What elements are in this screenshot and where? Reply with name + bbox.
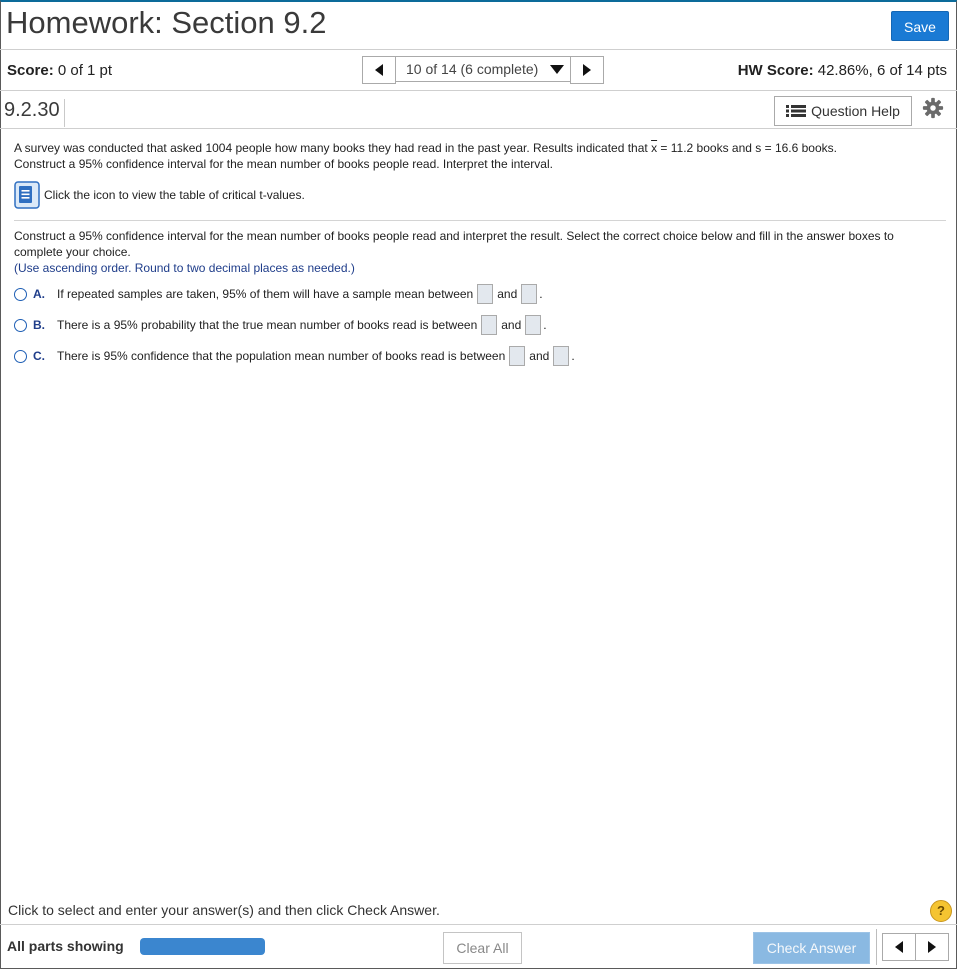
choice-and: and: [497, 287, 518, 301]
x-bar-symbol: $\overline{x}$: [651, 141, 658, 155]
title-bar: [0, 0, 957, 50]
question-navigator: [362, 56, 604, 84]
parts-showing-label: All parts showing: [7, 938, 124, 954]
choice-and: and: [501, 318, 522, 332]
footer-hint: Click to select and enter your answer(s) and then click Check Answer.: [8, 902, 440, 918]
problem-text-task: Construct a 95% confidence interval for the mean number of books people read. Interpret the interval.: [14, 157, 553, 171]
question-help-button[interactable]: [774, 96, 912, 126]
save-button[interactable]: Save: [891, 11, 949, 41]
choice-a[interactable]: [14, 283, 543, 305]
check-answer-button[interactable]: Check Answer: [753, 932, 870, 964]
problem-statement: [14, 140, 934, 172]
instruction-text: Construct a 95% confidence interval for the mean number of books people read and interpret the result. Select the correct choice below and fill in the answer boxes to complete your choice.: [14, 229, 894, 259]
hw-score-value: 42.86%, 6 of 14 pts: [817, 62, 947, 79]
page-title: Homework: Section 9.2: [6, 5, 327, 40]
caret-down-icon: [550, 64, 564, 74]
list-icon: [786, 105, 806, 117]
bottom-bar: [0, 924, 957, 969]
answer-box-a-upper[interactable]: [521, 284, 537, 304]
triangle-left-icon: [894, 941, 904, 953]
answer-box-b-upper[interactable]: [525, 315, 541, 335]
choice-letter: B.: [33, 318, 45, 332]
choice-b[interactable]: [14, 314, 547, 336]
problem-text-values: = 11.2 books and s = 16.6 books.: [657, 141, 837, 155]
choice-text: There is 95% confidence that the population mean number of books read is between: [57, 349, 506, 363]
answer-box-c-upper[interactable]: [553, 346, 569, 366]
parts-progress-fill: [140, 938, 265, 955]
choice-end: .: [571, 349, 575, 363]
question-help-label: Question Help: [811, 103, 900, 119]
bottom-navigator: [882, 933, 949, 961]
answer-box-c-lower[interactable]: [509, 346, 525, 366]
bottom-previous-button[interactable]: [882, 933, 916, 961]
question-bar: [0, 91, 957, 129]
choice-end: .: [539, 287, 543, 301]
choice-text: If repeated samples are taken, 95% of them will have a sample mean between: [57, 287, 474, 301]
triangle-right-icon: [582, 64, 592, 76]
t-table-link[interactable]: [14, 180, 305, 210]
next-question-button[interactable]: [570, 56, 604, 84]
triangle-left-icon: [374, 64, 384, 76]
choice-text: There is a 95% probability that the true mean number of books read is between: [57, 318, 478, 332]
instruction: [14, 228, 934, 276]
radio-b[interactable]: [14, 319, 27, 332]
triangle-right-icon: [927, 941, 937, 953]
previous-question-button[interactable]: [362, 56, 396, 84]
score-bar: [0, 50, 957, 91]
question-content: [14, 140, 934, 363]
score-label: Score:: [7, 62, 54, 79]
book-icon[interactable]: [14, 180, 40, 210]
gear-icon[interactable]: [922, 97, 944, 119]
bottom-next-button[interactable]: [916, 933, 949, 961]
hw-score-label: HW Score:: [737, 62, 814, 79]
choice-letter: C.: [33, 349, 45, 363]
bottom-divider: [876, 929, 877, 965]
question-id: 9.2.30: [4, 99, 65, 127]
hw-score: [738, 62, 947, 79]
clear-all-button[interactable]: Clear All: [443, 932, 522, 964]
problem-text-start: A survey was conducted that asked 1004 people how many books they had read in the past year. Results indicated that: [14, 141, 652, 155]
question-select[interactable]: [396, 56, 570, 82]
choice-letter: A.: [33, 287, 45, 301]
choice-end: .: [543, 318, 547, 332]
score: [7, 62, 112, 79]
help-icon[interactable]: ?: [930, 900, 952, 922]
choice-and: and: [529, 349, 550, 363]
parts-progress-bar: [140, 938, 265, 955]
radio-a[interactable]: [14, 288, 27, 301]
score-value: 0 of 1 pt: [57, 62, 113, 79]
radio-c[interactable]: [14, 350, 27, 363]
instruction-hint: (Use ascending order. Round to two decimal places as needed.): [14, 261, 355, 275]
choice-c[interactable]: [14, 345, 575, 367]
section-divider: [14, 220, 946, 221]
answer-box-b-lower[interactable]: [481, 315, 497, 335]
question-select-value: 10 of 14 (6 complete): [406, 61, 539, 77]
answer-box-a-lower[interactable]: [477, 284, 493, 304]
t-table-link-text: Click the icon to view the table of critical t-values.: [44, 188, 305, 202]
